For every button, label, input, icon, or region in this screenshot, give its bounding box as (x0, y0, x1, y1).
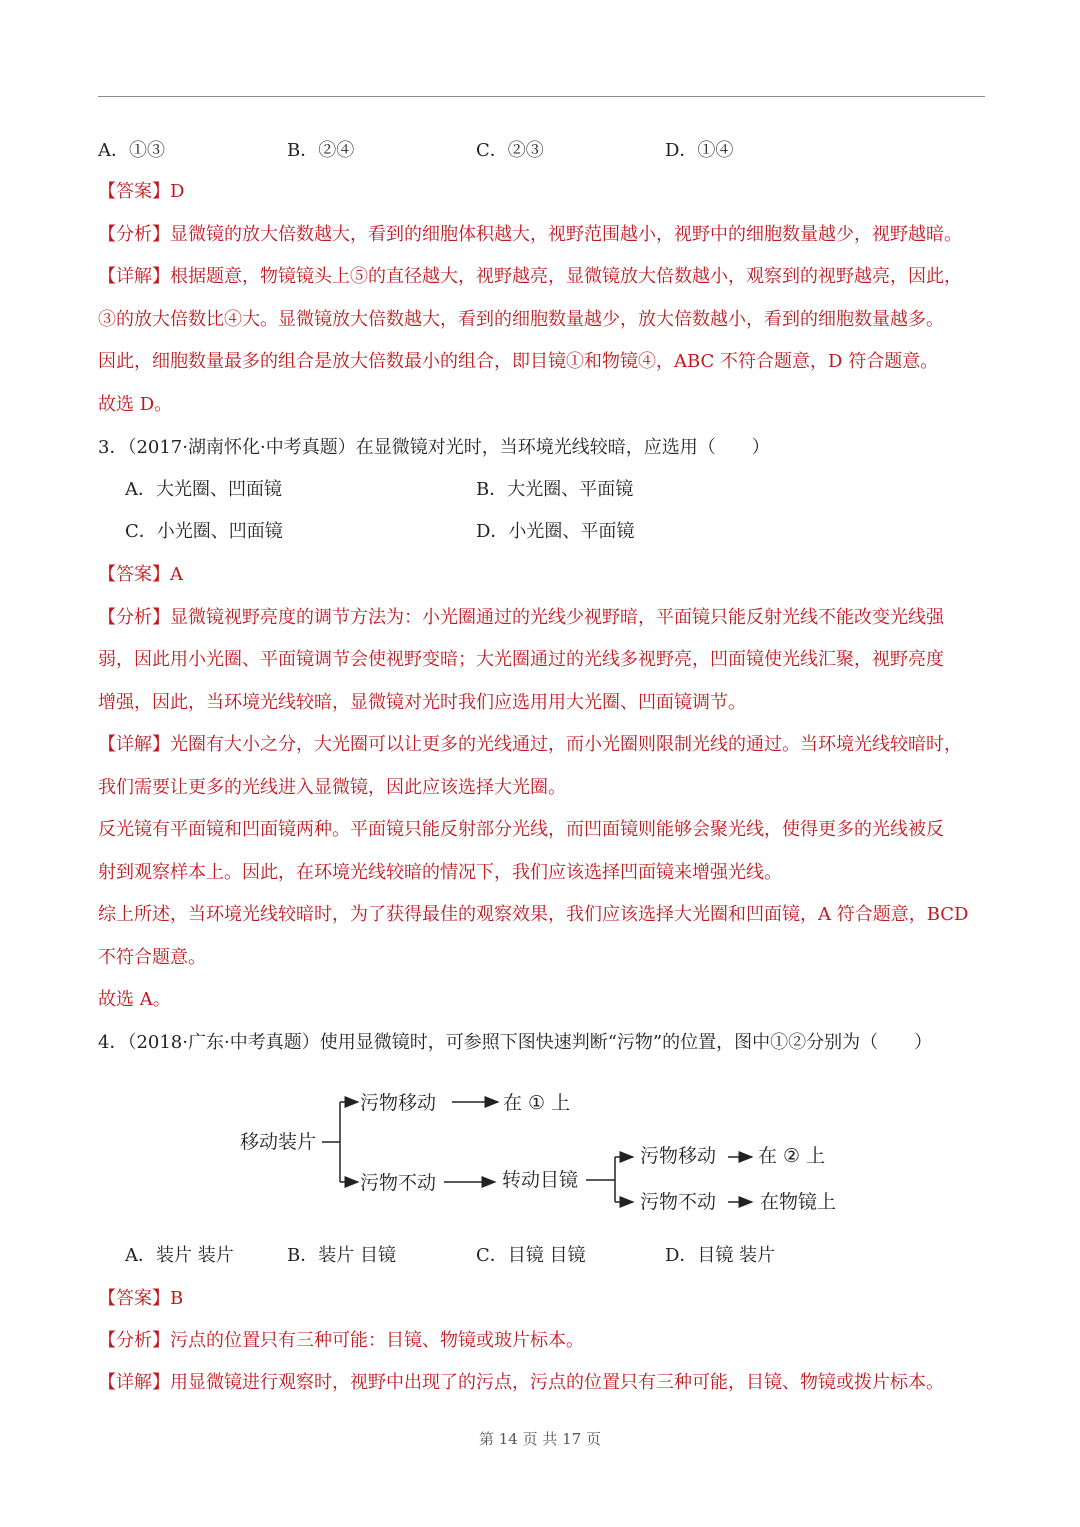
q3-analysis-line: 弱，因此用小光圈、平面镜调节会使视野变暗；大光圈通过的光线多视野亮，凹面镜使光线汇聚，视野亮度 (98, 649, 944, 670)
q4-detail: 【详解】用显微镜进行观察时，视野中出现了的污点，污点的位置只有三种可能，目镜、物镜或拨片标本。 (98, 1372, 944, 1393)
q3-detail-line: 综上所述，当环境光线较暗时，为了获得最佳的观察效果，我们应该选择大光圈和凹面镜，A 符合题意，BCD (98, 904, 969, 925)
q2-option-d: D．①④ (665, 140, 734, 161)
q3-analysis-line: 【分析】显微镜视野亮度的调节方法为：小光圈通过的光线少视野暗，平面镜只能反射光线不能改变光线强 (98, 607, 944, 628)
q4-option-d: D．目镜 装片 (665, 1245, 776, 1266)
q2-answer: 【答案】D (98, 181, 185, 202)
q4-option-b: B．装片 目镜 (287, 1245, 396, 1266)
q4-analysis: 【分析】污点的位置只有三种可能：目镜、物镜或玻片标本。 (98, 1330, 584, 1351)
q3-detail-line: 我们需要让更多的光线进入显微镜，因此应该选择大光圈。 (98, 777, 566, 798)
q2-detail-line: 故选 D。 (98, 394, 173, 415)
q4-answer: 【答案】B (98, 1288, 184, 1309)
q2-option-a: A．①③ (98, 140, 165, 161)
node-move-slide: 移动装片 (240, 1131, 317, 1153)
q3-answer: 【答案】A (98, 564, 183, 585)
q3-detail-line: 反光镜有平面镜和凹面镜两种。平面镜只能反射部分光线，而凹面镜则能够会聚光线，使得更多的光线被反 (98, 819, 944, 840)
q3-stem: 3．（2017·湖南怀化·中考真题）在显微镜对光时，当环境光线较暗，应选用（ ） (98, 437, 770, 458)
node-on-1: 在 ① 上 (503, 1092, 571, 1114)
node-dirt-still-2: 污物不动 (640, 1191, 717, 1213)
q2-analysis: 【分析】显微镜的放大倍数越大，看到的细胞体积越大，视野范围越小，视野中的细胞数量越少，视野越暗。 (98, 224, 962, 245)
page-footer: 第 14 页 共 17 页 (478, 1430, 601, 1448)
q2-detail-line: ③的放大倍数比④大。显微镜放大倍数越大，看到的细胞数量越少，放大倍数越小，看到的细胞数量越多。 (98, 309, 944, 330)
node-turn-eyepiece: 转动目镜 (502, 1169, 579, 1191)
q3-analysis-line: 增强，因此，当环境光线较暗，显微镜对光时我们应选用用大光圈、凹面镜调节。 (98, 692, 746, 713)
q3-option-c: C．小光圈、凹面镜 (125, 521, 283, 542)
node-dirt-still: 污物不动 (360, 1172, 437, 1194)
node-on-objective: 在物镜上 (760, 1191, 837, 1213)
q4-option-c: C．目镜 目镜 (476, 1245, 586, 1266)
q4-stem: 4．（2018·广东·中考真题）使用显微镜时，可参照下图快速判断“污物”的位置，图中①②分别为（ ） (98, 1032, 933, 1053)
q2-option-b: B．②④ (287, 140, 355, 161)
header-rule (98, 96, 985, 97)
node-dirt-moved: 污物移动 (360, 1092, 437, 1114)
q3-option-b: B．大光圈、平面镜 (476, 479, 634, 500)
q2-detail-line: 因此，细胞数量最多的组合是放大倍数最小的组合，即目镜①和物镜④，ABC 不符合题意，D 符合题意。 (98, 351, 939, 372)
q2-detail-line: 【详解】根据题意，物镜镜头上⑤的直径越大，视野越亮，显微镜放大倍数越小，观察到的视野越亮，因此， (98, 266, 962, 287)
q3-detail-line: 【详解】光圈有大小之分，大光圈可以让更多的光线通过，而小光圈则限制光线的通过。当环境光线较暗时， (98, 734, 962, 755)
q3-detail-line: 不符合题意。 (98, 947, 206, 968)
flowchart-diagram (230, 1082, 870, 1232)
q3-option-a: A．大光圈、凹面镜 (125, 479, 282, 500)
q2-option-c: C．②③ (476, 140, 544, 161)
q3-detail-line: 故选 A。 (98, 989, 171, 1010)
q3-detail-line: 射到观察样本上。因此，在环境光线较暗的情况下，我们应该选择凹面镜来增强光线。 (98, 862, 782, 883)
q4-option-a: A．装片 装片 (125, 1245, 234, 1266)
q3-option-d: D．小光圈、平面镜 (476, 521, 635, 542)
node-on-2: 在 ② 上 (758, 1145, 826, 1167)
node-dirt-moved-2: 污物移动 (640, 1145, 717, 1167)
